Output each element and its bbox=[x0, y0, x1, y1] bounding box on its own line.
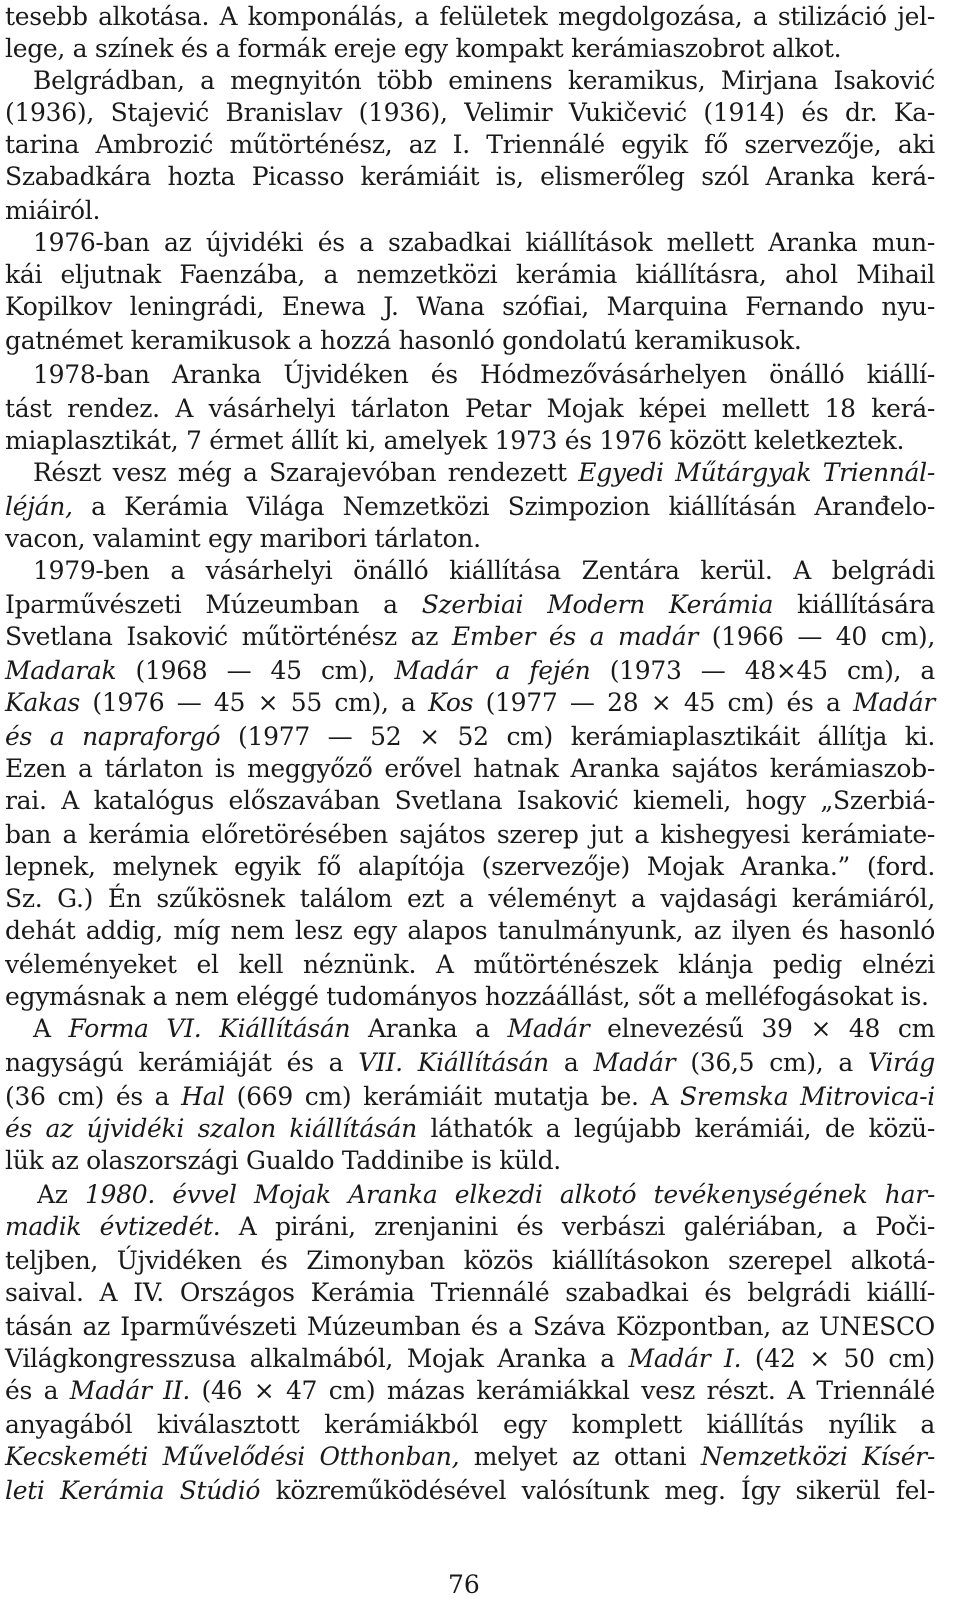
italic-text: leti Kerámia Stúdió bbox=[5, 1476, 261, 1505]
italic-text: Madár II. bbox=[69, 1376, 190, 1405]
text-span: (1973 — 48×45 cm), a bbox=[590, 656, 935, 685]
text-line bbox=[5, 1244, 935, 1278]
italic-text: Madár a fején bbox=[394, 656, 591, 685]
text-span: anyagából kiválasztott kerámiákból egy komplett kiállítás nyílik a bbox=[5, 1410, 935, 1439]
text-line bbox=[5, 32, 935, 66]
text-line bbox=[5, 850, 935, 884]
text-span: 1978-ban Aranka Újvidéken és Hódmezővásárhelyen önálló kiállí- bbox=[33, 360, 935, 389]
text-line bbox=[5, 784, 935, 818]
text-span: (46 × 47 cm) mázas kerámiákkal vesz részt. A Triennálé bbox=[189, 1376, 935, 1405]
text-span: (669 cm) kerámiáit mutatja be. A bbox=[224, 1082, 681, 1111]
italic-text: Hal bbox=[181, 1082, 225, 1111]
text-span: tesebb alkotása. A komponálás, a felületek megdolgozása, a stilizáció jel- bbox=[5, 2, 935, 31]
text-line bbox=[5, 818, 935, 852]
italic-text: léján, bbox=[5, 492, 73, 521]
text-span: lepnek, melynek egyik fő alapítója (szervezője) Mojak Aranka.” (ford. bbox=[5, 852, 935, 881]
text-span: és a bbox=[5, 1376, 70, 1405]
text-span: a Kerámia Világa Nemzetközi Szimpozion kiállításán Aranđelo- bbox=[72, 492, 935, 521]
text-line bbox=[5, 522, 935, 556]
text-span: elnevezésű 39 × 48 cm bbox=[589, 1014, 935, 1043]
text-line bbox=[5, 1080, 935, 1114]
italic-text: Madár bbox=[507, 1014, 590, 1043]
text-line bbox=[5, 882, 935, 916]
text-span: Az bbox=[37, 1180, 85, 1209]
italic-text: és a napraforgó bbox=[5, 722, 221, 751]
text-span: láthatók a legújabb kerámiái, de közü- bbox=[416, 1114, 935, 1143]
text-span: teljben, Újvidéken és Zimonyban közös kiállításokon szerepel alkotá- bbox=[5, 1246, 935, 1275]
text-span: (1976 — 45 × 55 cm), a bbox=[79, 688, 429, 717]
text-line bbox=[5, 948, 935, 982]
text-span: Világkongresszusa alkalmából, Mojak Aranka a bbox=[5, 1344, 629, 1373]
text-line bbox=[5, 1408, 935, 1442]
text-line bbox=[5, 554, 935, 588]
text-span: (36,5 cm), a bbox=[675, 1048, 869, 1077]
text-line bbox=[5, 258, 935, 292]
text-line bbox=[5, 64, 935, 98]
text-span: a bbox=[548, 1048, 594, 1077]
text-span: Részt vesz még a Szarajevóban rendezett bbox=[33, 458, 579, 487]
text-line bbox=[5, 128, 935, 162]
text-line bbox=[5, 456, 935, 490]
text-line bbox=[5, 1210, 935, 1244]
text-line bbox=[5, 1474, 935, 1508]
italic-text: Kos bbox=[428, 688, 474, 717]
text-span: (1968 — 45 cm), bbox=[116, 656, 395, 685]
italic-text: Madarak bbox=[5, 656, 117, 685]
italic-text: Madár bbox=[853, 688, 935, 717]
text-line bbox=[5, 324, 935, 358]
text-span: közreműködésével valósítunk meg. Így sikerül fel- bbox=[260, 1476, 935, 1505]
text-line bbox=[5, 720, 935, 754]
italic-text: Virág bbox=[868, 1048, 935, 1077]
italic-text: Madár I. bbox=[628, 1344, 742, 1373]
text-line bbox=[5, 1112, 935, 1146]
text-line bbox=[5, 160, 935, 194]
text-span: vacon, valamint egy maribori tárlaton. bbox=[5, 524, 481, 553]
text-span: Iparművészeti Múzeumban a bbox=[5, 590, 422, 619]
text-span: A bbox=[33, 1014, 69, 1043]
text-span: 1979-ben a vásárhelyi önálló kiállítása Zentára kerül. A belgrádi bbox=[33, 556, 935, 585]
italic-text: Nemzetközi Kísér- bbox=[700, 1442, 935, 1471]
document-page bbox=[5, 0, 935, 1611]
italic-text: Kecskeméti Művelődési Otthonban, bbox=[5, 1442, 460, 1471]
text-line bbox=[5, 620, 935, 654]
italic-text: Kakas bbox=[5, 688, 80, 717]
text-span: tarina Ambrozić műtörténész, az I. Triennálé egyik fő szervezője, aki bbox=[5, 130, 935, 159]
text-span: Kopilkov leningrádi, Enewa J. Wana szófiai, Marquina Fernando nyu- bbox=[5, 292, 935, 321]
text-span: Aranka a bbox=[350, 1014, 508, 1043]
text-line bbox=[5, 0, 935, 34]
italic-text: Madár bbox=[593, 1048, 676, 1077]
text-line bbox=[5, 980, 935, 1014]
text-line bbox=[5, 914, 935, 948]
text-span: Svetlana Isaković műtörténész az bbox=[5, 622, 452, 651]
text-line bbox=[5, 1046, 935, 1080]
text-line bbox=[5, 1310, 935, 1344]
italic-text: VII. Kiállításán bbox=[358, 1048, 549, 1077]
italic-text: Egyedi Műtárgyak Triennál- bbox=[578, 458, 935, 487]
text-line bbox=[5, 1178, 935, 1212]
text-span: Szabadkára hozta Picasso kerámiáit is, elismerőleg szól Aranka kerá- bbox=[5, 162, 935, 191]
text-span: Belgrádban, a megnyitón több eminens keramikus, Mirjana Isaković bbox=[33, 66, 935, 95]
italic-text: madik évtizedét. bbox=[5, 1212, 221, 1241]
text-line bbox=[5, 654, 935, 688]
text-line bbox=[5, 290, 935, 324]
text-span: tásán az Iparművészeti Múzeumban és a Száva Központban, az UNESCO bbox=[5, 1312, 935, 1341]
italic-text: 1980. évvel Mojak Aranka elkezdi alkotó tevékenységének har- bbox=[84, 1180, 935, 1209]
text-span: véleményeket el kell néznünk. A műtörténészek klánja pedig elnézi bbox=[5, 950, 935, 979]
text-line bbox=[5, 96, 935, 130]
text-span: (1966 — 40 cm), bbox=[697, 622, 935, 651]
text-line bbox=[5, 392, 935, 426]
text-span: kiállítására bbox=[773, 590, 936, 619]
text-span: saival. A IV. Országos Kerámia Triennálé szabadkai és belgrádi kiállí- bbox=[5, 1278, 935, 1307]
text-span: kái eljutnak Faenzába, a nemzetközi kerámia kiállításra, ahol Mihail bbox=[5, 260, 935, 289]
text-line bbox=[5, 1144, 935, 1178]
italic-text: Szerbiai Modern Kerámia bbox=[421, 590, 774, 619]
text-span: Ezen a tárlaton is meggyőző erővel hatnak Aranka sajátos kerámiaszob- bbox=[5, 754, 935, 783]
italic-text: és az újvidéki szalon kiállításán bbox=[5, 1114, 417, 1143]
text-line bbox=[5, 490, 935, 524]
text-span: miáiról. bbox=[5, 196, 101, 225]
text-span: (1977 — 28 × 45 cm) és a bbox=[473, 688, 854, 717]
text-span: (42 × 50 cm) bbox=[741, 1344, 935, 1373]
text-span: tást rendez. A vásárhelyi tárlaton Petar Mojak képei mellett 18 kerá- bbox=[5, 394, 935, 423]
text-line bbox=[5, 1374, 935, 1408]
text-span: (1977 — 52 × 52 cm) kerámiaplasztikáit állítja ki. bbox=[220, 722, 935, 751]
text-span: egymásnak a nem eléggé tudományos hozzáállást, sőt a melléfogásokat is. bbox=[5, 982, 929, 1011]
text-line bbox=[5, 686, 935, 720]
text-line bbox=[5, 1012, 935, 1046]
text-span: melyet az ottani bbox=[459, 1442, 701, 1471]
text-line bbox=[5, 424, 935, 458]
italic-text: Forma VI. Kiállításán bbox=[68, 1014, 351, 1043]
text-span: dehát addig, míg nem lesz egy alapos tanulmányunk, az ilyen és hasonló bbox=[5, 916, 935, 945]
page-number: 76 bbox=[448, 1570, 480, 1599]
text-line bbox=[5, 1440, 935, 1474]
text-line bbox=[5, 1342, 935, 1376]
italic-text: Ember és a madár bbox=[451, 622, 698, 651]
text-span: Sz. G.) Én szűkösnek találom ezt a véleményt a vajdasági kerámiáról, bbox=[5, 884, 935, 913]
text-line bbox=[5, 194, 935, 228]
text-span: gatnémet keramikusok a hozzá hasonló gondolatú keramikusok. bbox=[5, 326, 802, 355]
text-span: 1976-ban az újvidéki és a szabadkai kiállítások mellett Aranka mun- bbox=[33, 228, 935, 257]
text-span: lük az olaszországi Gualdo Taddinibe is küld. bbox=[5, 1146, 561, 1175]
text-span: A piráni, zrenjanini és verbászi galériában, a Poči- bbox=[220, 1212, 936, 1241]
text-line bbox=[5, 226, 935, 260]
text-span: (1936), Stajević Branislav (1936), Velimir Vukičević (1914) és dr. Ka- bbox=[5, 98, 935, 127]
text-span: (36 cm) és a bbox=[5, 1082, 182, 1111]
text-line bbox=[5, 588, 935, 622]
text-span: ban a kerámia előretörésében sajátos szerep jut a kishegyesi kerámiate- bbox=[5, 820, 935, 849]
text-span: rai. A katalógus előszavában Svetlana Isaković kiemeli, hogy „Szerbiá- bbox=[5, 786, 935, 815]
text-span: miaplasztikát, 7 érmet állít ki, amelyek 1973 és 1976 között keletkeztek. bbox=[5, 426, 905, 455]
text-span: nagyságú kerámiáját és a bbox=[5, 1048, 359, 1077]
text-line bbox=[5, 752, 935, 786]
text-line bbox=[5, 1276, 935, 1310]
italic-text: Sremska Mitrovica-i bbox=[680, 1082, 935, 1111]
text-span: lege, a színek és a formák ereje egy kompakt kerámiaszobrot alkot. bbox=[5, 34, 842, 63]
text-line bbox=[5, 358, 935, 392]
